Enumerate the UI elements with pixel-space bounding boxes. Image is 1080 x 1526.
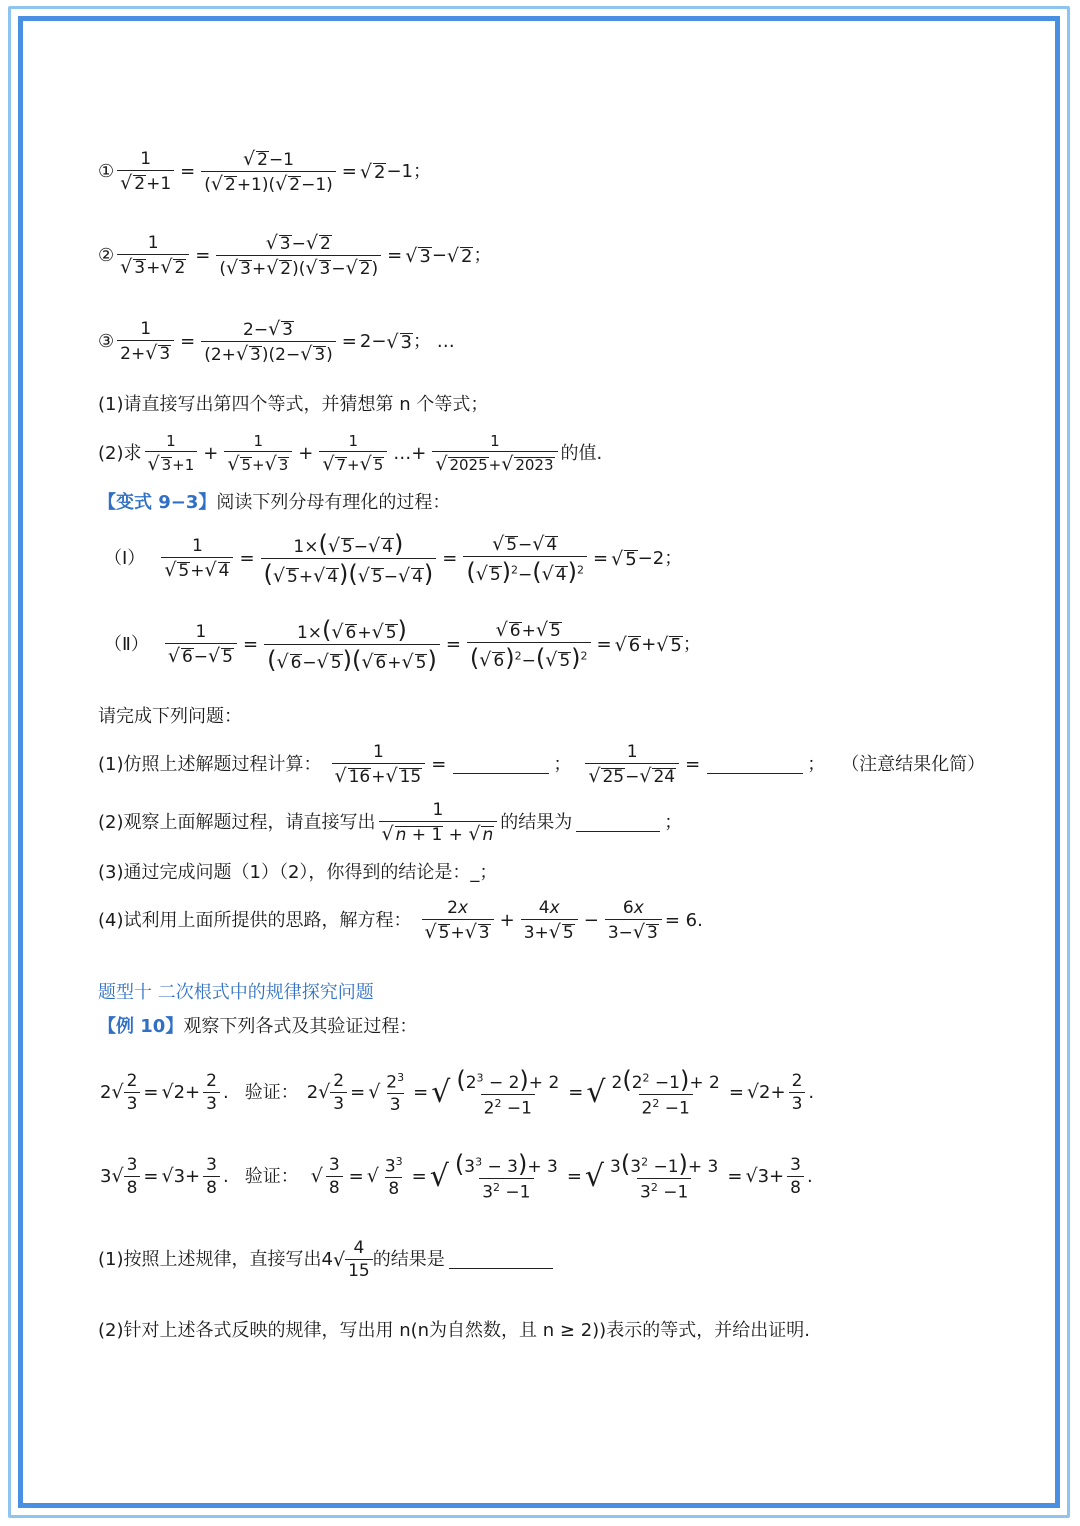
question-1: (1)请直接写出第四个等式，并猜想第 n 个等式； <box>98 394 489 415</box>
equation-3-label: ③ <box>98 331 115 352</box>
example-row-1: 2 √ $\frac{2}{3}$ = √ 2+ $\frac{2}{3}$ . 验证： 2 √ $\frac{2}{3}$ = √ $\frac{2^3}{3}$ = √ $\frac{(2^3 - 2)+ 2}{2^2 -1}$ = √ $\frac{2(2^2 -1)+ 2}{2^2 -1}$ = √ 2+ $\frac{2}{3}$ . <box>100 1066 815 1119</box>
answer-blank[interactable] <box>453 757 549 774</box>
variant-q2: (2)观察上面解题过程，请直接写出 $\frac{1}{√ n + 1 + √ n}$ 的结果为 ； <box>98 800 683 845</box>
section-title: 题型十 二次根式中的规律探究问题 <box>98 982 374 1003</box>
roman-1-tail: ； <box>664 548 683 569</box>
verify-label: 验证： <box>244 1165 299 1187</box>
variant-q2-prefix: (2)观察上面解题过程，请直接写出 <box>98 812 376 833</box>
rationalize-2: （Ⅱ） $\frac{1}{√ 6-√ 5}$ = $\frac{1\times(√ 6+√ 5)}{(√ 6-√ 5)(√ 6+√ 5)}$ = $\frac{√ 6+√ 5}{(√ 6)^2-(√ 5)^2}$ = √ 6 + √ 5 ； <box>104 616 701 674</box>
variant-q2-suffix: 的结果为 <box>500 812 573 833</box>
variant-q3: (3)通过完成问题（1）（2），你得到的结论是：_； <box>98 862 498 883</box>
example-q1-prefix: (1)按照上述规律，直接写出 <box>98 1249 322 1270</box>
answer-blank[interactable] <box>449 1252 553 1269</box>
roman-2: （Ⅱ） <box>104 634 149 655</box>
example-text: 观察下列各式及其验证过程： <box>183 1016 418 1037</box>
variant-heading <box>98 494 450 512</box>
example-label: 【例 10】 <box>98 1016 184 1037</box>
roman-1: （Ⅰ） <box>104 548 146 569</box>
complete-prompt: 请完成下列问题： <box>98 706 242 727</box>
equation-1-label: ① <box>98 161 115 182</box>
question-2-suffix: 的值. <box>560 443 603 464</box>
variant-q1-prefix: (1)仿照上述解题过程计算： <box>98 754 322 775</box>
example-heading <box>98 1018 417 1036</box>
equation-2-label: ② <box>98 245 115 266</box>
question-2: (2)求 $\frac{1}{√ 3+1}$ + $\frac{1}{√ 5+√ 3}$ + $\frac{1}{√ 7+√ 5}$ …+ $\frac{1}{√ 2025+√ 2023}$ 的值. <box>98 432 603 475</box>
variant-q4-prefix: (4)试利用上面所提供的思路，解方程： <box>98 910 412 931</box>
equation-3-tail: ； … <box>412 331 455 352</box>
example-q2: (2)针对上述各式反映的规律，写出用 n(n为自然数，且 n ≥ 2))表示的等式，并给出证明. <box>98 1320 810 1341</box>
equation-2-tail: ； <box>473 245 492 266</box>
answer-blank[interactable] <box>576 815 660 832</box>
answer-blank[interactable] <box>707 757 803 774</box>
verify-label: 验证： <box>244 1081 299 1103</box>
equation-2: ② $\frac{1}{√ 3+√ 2}$ = $\frac{√ 3-√ 2}{(√ 3+√ 2)(√ 3-√ 2)}$ = √ 3 − √ 2 ； <box>98 232 492 279</box>
example-q1-suffix: 的结果是 <box>372 1249 445 1270</box>
example-row-2: 3 √ $\frac{3}{8}$ = √ 3+ $\frac{3}{8}$ . 验证： √ $\frac{3}{8}$ = √ $\frac{3^3}{8}$ = √ $\frac{(3^3 - 3)+ 3}{3^2 -1}$ = √ $\frac{3(3^2 -1)+ 3}{3^2 -1}$ = √ 3+ $\frac{3}{8}$ . <box>100 1150 813 1203</box>
variant-label: 【变式 9−3】 <box>98 492 217 513</box>
variant-q4: (4)试利用上面所提供的思路，解方程： $\frac{2x}{√ 5+√ 3}$ + $\frac{4x}{3+√ 5}$ − $\frac{6x}{3-√ 3}$ = 6. <box>98 898 703 943</box>
variant-text: 阅读下列分母有理化的过程： <box>216 492 451 513</box>
roman-2-tail: ； <box>682 634 701 655</box>
question-2-prefix: (2)求 <box>98 443 142 464</box>
variant-q1-note: （注意结果化简） <box>841 754 986 775</box>
equation-3: ③ $\frac{1}{2+√ 3}$ = $\frac{2-√ 3}{(2+√ 3)(2-√ 3)}$ = 2− √ 3 ； … <box>98 318 455 365</box>
variant-q4-suffix: = 6. <box>664 910 703 931</box>
equation-1: ① $\frac{1}{√ 2+1}$ = $\frac{√ 2-1}{(√ 2+1)(√ 2-1)}$ = √ 2 −1 ； <box>98 148 431 195</box>
equation-1-tail: ； <box>412 161 431 182</box>
example-q1: (1)按照上述规律，直接写出 4 √ $\frac{4}{15}$ 的结果是 <box>98 1240 557 1280</box>
rationalize-1: （Ⅰ） $\frac{1}{√ 5+√ 4}$ = $\frac{1\times(√ 5-√ 4)}{(√ 5+√ 4)(√ 5-√ 4)}$ = $\frac{√ 5-√ 4}{(√ 5)^2-(√ 4)^2}$ = √ 5 −2 ； <box>104 530 683 588</box>
variant-q1: (1)仿照上述解题过程计算： $\frac{1}{√ 16+√ 15}$ = ； $\frac{1}{√ 25-√ 24}$ = ； （注意结果化简） <box>98 742 986 787</box>
